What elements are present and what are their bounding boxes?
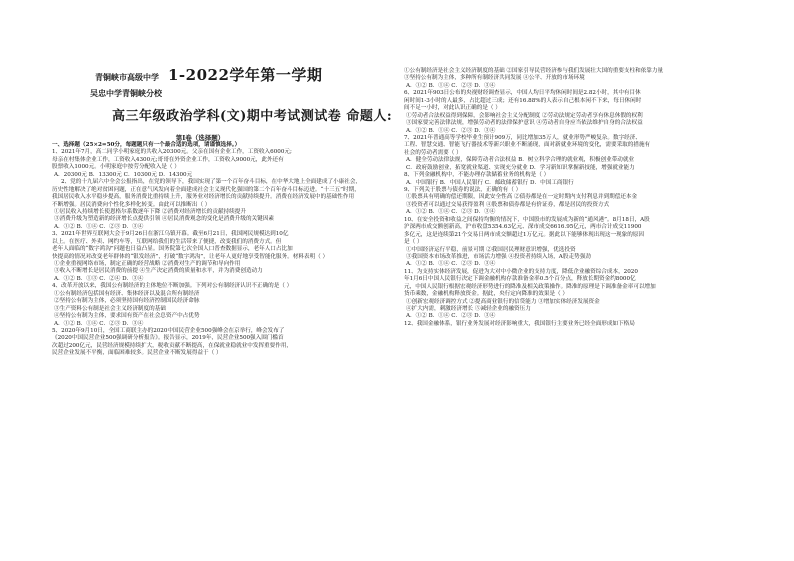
text-line: 工程、智慧交通、智能飞行器技术等新兴职业不断涌现，面对新就业环境的变化，需要采取的措施有: [404, 142, 651, 149]
text-line: A．健全劳动法律法规，保障劳动者合法权益 B．树立科学合理的就业观，积极创业带动就业: [406, 157, 635, 164]
text-line: A．①② B．①③ C．②④ D．③④: [54, 275, 144, 282]
text-line: 年1月6日中国人民银行决定下调金融机构存款准备金率0.5个百分点，释放长期资金约8000亿: [404, 276, 636, 283]
text-line: 12、我国金融体系，银行业务发展对经济影响重大，我国银行主要业务已经全面形成如下格局: [404, 320, 635, 327]
text-line: 股票收入1000元。小明家庭中按劳分配收入是（ ）: [52, 164, 180, 171]
text-line: ③我国资本市场改革推进，市场活力增强 ④投资者持续入场，A股走势强劲: [406, 253, 591, 260]
text-line: 民营企业发展不平衡，面临困难较多。民营企业不断发展得益于（ ）: [52, 350, 222, 357]
text-line: 6、2021年903日公布的央视财经调查显示，中国人均日平均休闲时间是2.82小时，其中有目休: [404, 90, 641, 97]
text-line: 8、下列金融机构中，不能办理存款储蓄业务的机构是（ ）: [404, 172, 550, 179]
text-line: 9、下列关于股票与债券的说法，正确的有（ ）: [404, 187, 522, 193]
text-line: 闲时间1-3小时的人最多，占比超过三成；还有16.88%的人表示自己根本闲不下来，每日休闲时: [404, 97, 642, 104]
text-line: 次超过200亿元，民营经济规模持续扩大，税收贡献不断提高，在保就业稳就业中发挥重要作用，: [52, 342, 293, 349]
text-line: ①公有制经济是社会主义经济制度的基础 ②国家引导民营经济参与我们发展壮大国的重要支柱和依靠力量: [404, 68, 664, 74]
text-line: ③投资者可以通过交易获得盈利 ④股票和债券都是有价证券，都是居民的投资方式: [406, 201, 610, 208]
text-line: ④扩大内需，刺激经济增长 ⑤减轻企业的融资压力: [406, 306, 531, 312]
text-line: 5、2020年9月10日，全国工商联主办的2020中国民营企业500强峰会在京举行，峰会发布了: [52, 327, 285, 334]
text-line: 4、改革开放以来，我国公有制经济的主体地位不断加强。下列对公有制经济认识不正确的是（ ）: [52, 283, 293, 290]
text-line: ①股票具有明确的偿还期限，因此安全性高 ②债券都是在一定时期内支付利息并到期偿还本金: [406, 194, 638, 201]
text-line: ③消费升级为塑造新的经济增长点提供引领 ④居民消费观念的变化是消费升级的关键因素: [54, 216, 274, 223]
right-column: [400, 0, 794, 561]
text-line: 货币乘数，金融机构释放资金。据此，央行定向降准的效果是（ ）: [404, 291, 568, 298]
right-questions: [404, 68, 790, 328]
text-line: 我国居民收入水平稳步提高，服务消费比重持续上升，服务业对经济增长的贡献持续提升。消费在经济发展中的基础性作用: [52, 194, 355, 201]
school-name-2: 吴忠中学青铜峡分校: [90, 88, 162, 98]
text-line: 间不足一小时，对此认识正确的是（ ）: [404, 105, 501, 112]
text-line: 1、2021年7月，高二同学小明家庭的共收入20300元。父亲在国有企业工作，工资收入6000元;: [52, 149, 292, 156]
text-line: 沪深两市成交额创新高，沪市收盘5354.63亿元、深市成交6616.95亿元，两市合计成交11900: [404, 224, 642, 231]
text-line: ①居民收入持续增长使恩格尔系数逐年下降 ②消费对经济增长的贡献持续提升: [54, 208, 246, 215]
text-line: 以上。在医疗、外卖、网约车等，互联网给我们的生活带来了便捷，改变我们的消费方式。但: [52, 238, 282, 245]
text-line: ①企业重视网络市场，制定正确的经营战略 ②消费对生产的调节和导向作用: [54, 261, 241, 267]
text-line: 快提高的情况对改变老年群体的“银发经济”，打破“数字鸿沟”，让老年人更好地享受智能化服务。材料表明（ ）: [52, 253, 329, 260]
text-line: 社会的劳动者需要（ ）: [404, 149, 462, 156]
text-line: A．①② B．①④ C．②③ D．③④: [406, 209, 496, 216]
text-line: 多亿元，这是连续第21个交易日两市成交额超过1万亿元。据此以下能够体现出现这一现象的原因: [404, 231, 645, 238]
text-line: 3、2021年世界互联网大会于9月26日在浙江乌镇开幕。截至6月21日，我国网民规模达到10亿: [52, 231, 289, 238]
text-line: 一、选择题（25×2=50分，每题题只有一个最合适的选项，请谨慎选择。）: [52, 142, 241, 148]
text-line: A．①② B．①④ C．②③ D．③④: [406, 261, 496, 268]
text-line: ①中国经济运行平稳，前景可期 ②我国居民理财意识增强，优选投资: [406, 246, 576, 253]
text-line: 2、党的十九届六中全会公报指出，在党的领导下，我国实现了第一个百年奋斗目标，在中华大地上全面建成了小康社会，: [61, 179, 362, 186]
text-line: ③生产资料公有制是社会主义经济制度的基础: [54, 305, 166, 312]
exam-title: 1-2022学年第一学期: [168, 66, 323, 84]
text-line: ①公有制经济包括国有经济、集体经济以及混合所有制经济: [54, 290, 200, 297]
text-line: A．①② B．①④ C．②③ D．③④: [406, 127, 496, 134]
text-line: ①劳动者合法权益得到保障，会影响社会主义分配制度 ②劳动法规定劳动者享有休息休假的权利: [406, 112, 643, 119]
text-line: ③收入不断增长是居民消费的前提 ④生产决定消费的质量和水平，并为消费创造动力: [54, 268, 263, 275]
text-line: A．①② B．①④ C．②③ D．③④: [54, 320, 144, 327]
left-questions: [52, 142, 392, 358]
text-line: 《2020中国民营企业500强调研分析报告》。报告显示，2019年，民营企业500强入围门槛首: [52, 335, 284, 342]
text-line: 不断增强。居民消费向个性化多样化转变。由此可以推断出（ ）: [52, 201, 211, 208]
text-line: 母亲在村集体企业工作，工资收入4300元;哥哥在外资企业工作，工资收入9000元，此外还有: [52, 156, 284, 163]
text-line: A．20300元 B．13300元 C．10300元 D．14300元: [54, 171, 193, 178]
text-line: A．①② B．①④ C．②③ D．③④: [406, 82, 496, 89]
text-line: ②坚持公有制为主体，必须坚持国有经济控制国民经济命脉: [54, 298, 200, 305]
text-line: C．政府鼓励创业，拓宽就业渠道、实现充分就业 D．学习新知识掌握新技能，增强就业能力: [406, 164, 635, 171]
text-line: 11、为支持实体经济发展，促进为大对中小微企业的支持力度，降低企业融资综合成本，2020: [404, 268, 638, 275]
text-line: ③坚持公有制为主体，多种所有制经济共同发展 ④公平、开放的市场环境: [404, 75, 585, 82]
text-line: 元，中国人民银行根据宏观经济形势进行的降准及相关政策操作。降准的原理是下调准备金率可以增加: [404, 283, 656, 290]
text-line: ①创新宏观经济调控方式 ②提高商业银行的信贷能力 ③增加实体经济发展资金: [406, 298, 600, 305]
text-line: A．中国银行 B．中国人民银行 C．邮政储蓄银行 D．中国工商银行: [406, 179, 574, 186]
text-line: ④坚持公有制为主体，要求国有资产在社会总资产中占优势: [54, 313, 200, 320]
text-line: 老年人面临的“数字鸿沟”问题也日益凸显。国务院第七次全国人口普查数据显示，老年人口占比加: [52, 246, 293, 253]
text-line: ③国家要完善法律法规，增强劳动者的法律保护意识 ④劳动者自身应当依法维护自身的合法权益: [406, 120, 643, 127]
text-line: 历史性地解决了绝对贫困问题，正在意气风发向着全面建成社会主义现代化强国的第二个百年奋斗目标迈进。“十三五”时期，: [52, 186, 360, 193]
text-line: 10、在安全投资和收益之间保持均衡的情况下，中国股市的发展成为新的“通风港”。8月18日，A股: [404, 216, 650, 223]
exam-subtitle: 高三年级政治学科(文)期中考试测试卷 命题人:: [112, 109, 393, 124]
text-line: A．①② B．①④ C．②③ D．③④: [54, 223, 144, 230]
text-line: 7、2021年普通高等学校毕业生预计909万，同比增加35万人，就业形势严峻复杂。数字经济、: [404, 134, 641, 141]
text-line: 是（ ）: [404, 239, 423, 246]
section-heading: 第Ⅰ卷（选择题）: [175, 134, 225, 142]
school-name-1: 青铜峡市高级中学: [95, 72, 159, 82]
text-line: A．①② B．①④ C．②③ D．③④: [406, 313, 496, 320]
